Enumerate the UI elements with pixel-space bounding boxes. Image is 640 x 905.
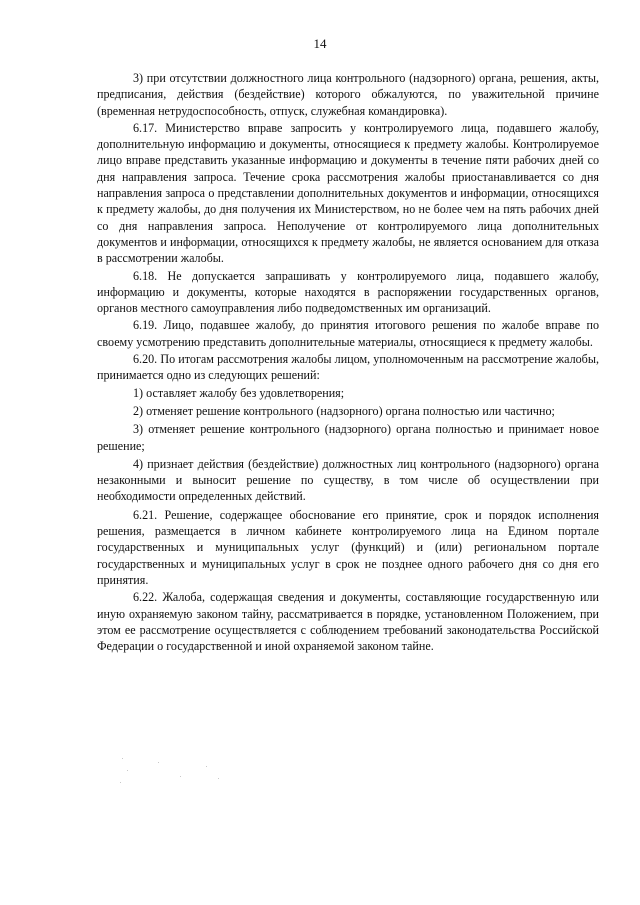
page-number: 14 bbox=[313, 36, 327, 51]
list-item-6-20-3: 3) отменяет решение контрольного (надзорного) органа полностью и принимает новое решение; bbox=[97, 422, 599, 453]
list-item-6-20-4: 4) признает действия (бездействие) должностных лиц контрольного (надзорного) органа незаконными и выносит решение по существу, в том числе об осуществлении при необходимости определенных действий. bbox=[97, 456, 599, 504]
paragraph-6-21: 6.21. Решение, содержащее обоснование его принятие, срок и порядок исполнения решения, размещается в личном кабинете контролируемого лица на Едином портале государственных и муниципальных услуг (функций) и (или) региональном портале государственных и муниципальных услуг в срок не позднее одного рабочего дня со дня его принятия. bbox=[97, 507, 599, 587]
document-body bbox=[97, 70, 599, 655]
scan-noise bbox=[118, 748, 228, 798]
paragraph-6-17: 6.17. Министерство вправе запросить у контролируемого лица, подавшего жалобу, дополнительную информацию и документы, относящиеся к предмету жалобы. Контролируемое лицо вправе представить указанные информацию и документы в течение пяти рабочих дней со дня направления запроса. Течение срока рассмотрения жалобы приостанавливается со дня направления запроса о представлении дополнительных документов и информации, относящихся к предмету жалобы, до дня получения их Министерством, но не более чем на пять рабочих дней со дня направления запроса. Неполучение от контролируемого лица дополнительных документов и информации, относящихся к предмету жалобы, не является основанием для отказа в рассмотрении жалобы. bbox=[97, 120, 599, 266]
paragraph-6-20: 6.20. По итогам рассмотрения жалобы лицом, уполномоченным на рассмотрение жалобы, принимается одно из следующих решений: bbox=[97, 352, 599, 383]
paragraph-6-19: 6.19. Лицо, подавшее жалобу, до принятия итогового решения по жалобе вправе по своему усмотрению представить дополнительные материалы, относящиеся к предмету жалобы. bbox=[97, 318, 599, 349]
list-item-6-20-2: 2) отменяет решение контрольного (надзорного) органа полностью или частично; bbox=[133, 403, 555, 418]
paragraph-6-18: 6.18. Не допускается запрашивать у контролируемого лица, подавшего жалобу, информацию и документы, которые находятся в распоряжении государственных органов, органов местного самоуправления либо подведомственных им организаций. bbox=[97, 268, 599, 316]
list-item-6-20-1: 1) оставляет жалобу без удовлетворения; bbox=[133, 385, 345, 400]
paragraph-3: 3) при отсутствии должностного лица контрольного (надзорного) органа, решения, акты, предписания, действия (бездействие) которого обжалуются, по уважительной причине (временная нетрудоспособность, отпуск, служебная командировка). bbox=[97, 71, 599, 118]
paragraph-6-22: 6.22. Жалоба, содержащая сведения и документы, составляющие государственную или иную охраняемую законом тайну, рассматривается в порядке, установленном Положением, при этом ее рассмотрение осуществляется с соблюдением требований законодательства Российской Федерации о государственной и иной охраняемой законом тайне. bbox=[97, 590, 599, 654]
